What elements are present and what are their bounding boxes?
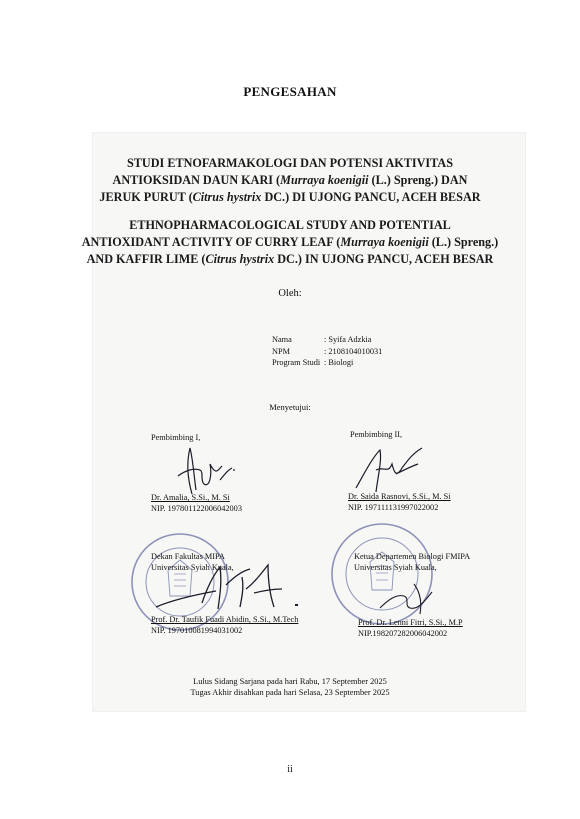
dekan-name: Prof. Dr. Taufik Fuadi Abidin, S.Si., M.Tech	[151, 615, 299, 624]
dekan-block	[151, 614, 298, 636]
dekan-nip: NIP. 197010081994031002	[151, 626, 243, 635]
dekan-role-line1: Dekan Fakultas MIPA	[151, 552, 225, 561]
pembimbing1-name: Dr. Amalia, S.Si., M. Si	[151, 493, 230, 502]
ketua-role-line1: Ketua Departemen Biologi FMIPA	[354, 552, 471, 561]
menyetujui-label: Menyetujui:	[269, 402, 311, 412]
dekan-signature	[150, 555, 308, 617]
graduation-date-line: Lulus Sidang Sarjana pada hari Rabu, 17 September 2025	[193, 677, 387, 686]
identity-row-prodi: Program Studi : Biologi	[272, 358, 354, 368]
title-english	[0, 217, 580, 268]
thesis-titles	[0, 155, 580, 268]
approval-dates	[0, 676, 580, 698]
oleh-label: Oleh:	[278, 288, 302, 299]
title-en-line1: ETHNOPHARMACOLOGICAL STUDY AND POTENTIAL	[129, 218, 451, 232]
dekan-role-line2: Universitas Syiah Kuala,	[151, 563, 234, 572]
ketua-name: Prof. Dr. Lenni Fitri, S.Si., M.P	[358, 618, 463, 627]
page-number: ii	[287, 764, 293, 775]
pembimbing1-role: Pembimbing I,	[151, 433, 201, 442]
pembimbing1-block	[151, 492, 242, 514]
pembimbing2-nip: NIP. 197111131997022002	[348, 503, 439, 512]
title-en-line3: AND KAFFIR LIME (Citrus hystrix DC.) IN UJONG PANCU, ACEH BESAR	[86, 252, 494, 266]
title-en-line2: ANTIOXIDANT ACTIVITY OF CURRY LEAF (Murraya koenigii (L.) Spreng.)	[81, 235, 499, 249]
title-id-line2: ANTIOKSIDAN DAUN KARI (Murraya koenigii (L.) Spreng.) DAN	[112, 173, 468, 187]
ketua-role	[354, 551, 470, 573]
ketua-nip: NIP.198207282006042002	[358, 629, 448, 638]
title-id-line3: JERUK PURUT (Citrus hystrix DC.) DI UJONG PANCU, ACEH BESAR	[99, 190, 481, 204]
identity-row-npm: NPM : 2108104010031	[272, 346, 383, 356]
title-id-line1: STUDI ETNOFARMAKOLOGI DAN POTENSI AKTIVITAS	[127, 156, 453, 170]
pembimbing2-role: Pembimbing II,	[350, 430, 403, 439]
pembimbing2-block	[348, 491, 451, 513]
title-indonesian	[0, 155, 580, 206]
student-identity	[272, 334, 382, 369]
pembimbing2-signature	[352, 444, 442, 496]
ketua-role-line2: Universitas Syiah Kuala,	[354, 563, 437, 572]
identity-row-nama: Nama : Syifa Adzkia	[272, 335, 372, 344]
pembimbing1-nip: NIP. 197801122006042003	[151, 504, 242, 513]
pembimbing1-signature	[170, 440, 242, 498]
ketua-signature	[374, 574, 444, 618]
approval-date-line: Tugas Akhir disahkan pada hari Selasa, 23 September 2025	[190, 688, 390, 697]
page-title: PENGESAHAN	[243, 84, 337, 99]
pembimbing2-name: Dr. Saida Rasnovi, S.Si., M. Si	[348, 492, 451, 501]
ketua-block	[358, 617, 463, 639]
